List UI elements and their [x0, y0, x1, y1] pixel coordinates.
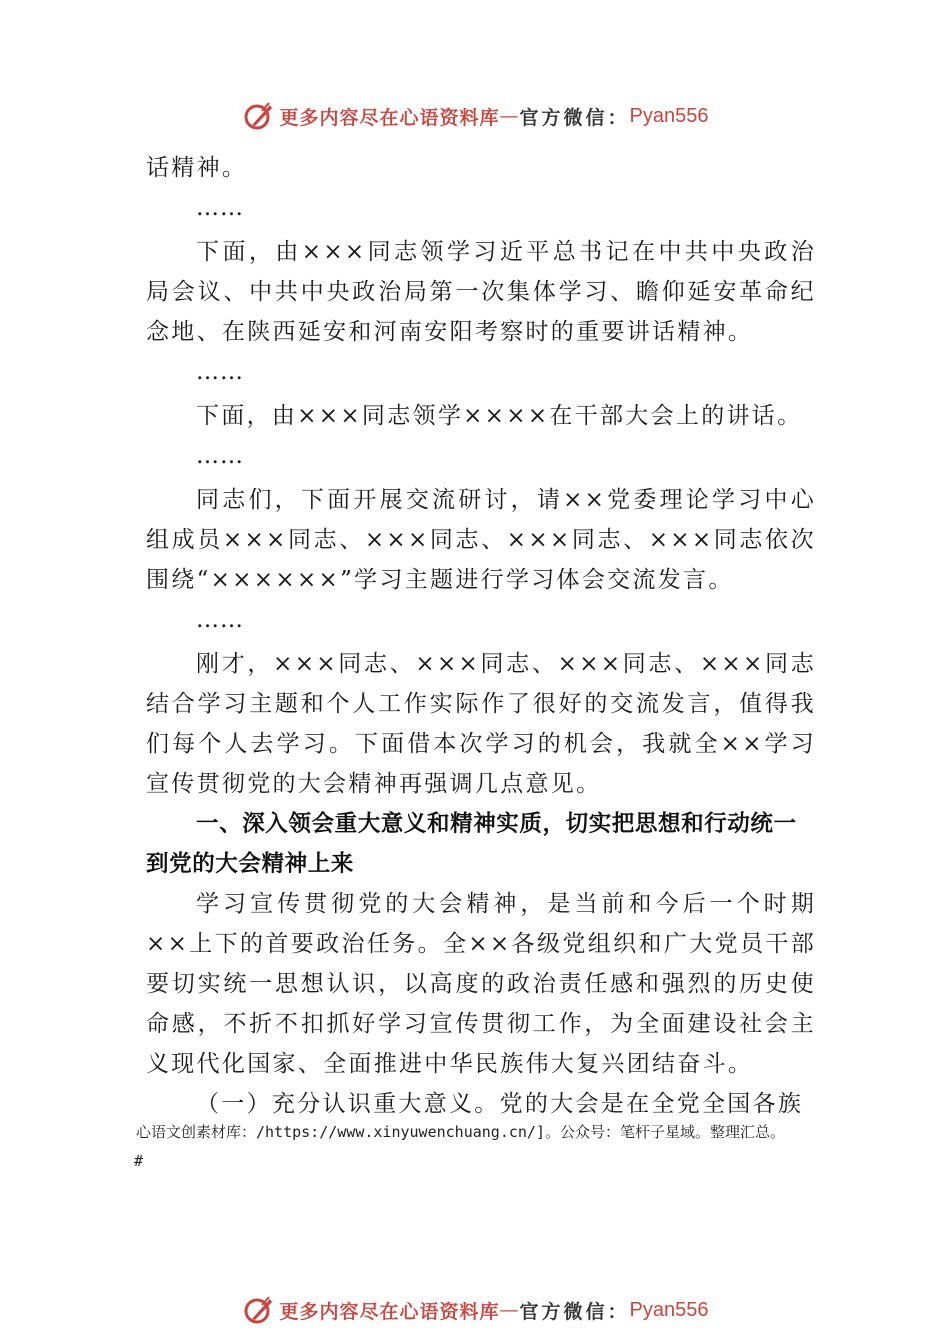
source-note: 心语文创素材库：/https://www.xinyuwenchuang.cn/]。公众号：笔杆子星域。整理汇总。: [136, 1123, 785, 1141]
banner-wechat-label: 官方微信：: [519, 106, 630, 129]
banner-main-text: 更多内容尽在心语资料库: [279, 1300, 500, 1323]
banner-dash: —: [499, 105, 520, 127]
ellipsis-1: ……: [196, 195, 244, 221]
quill-ring-logo-icon: [242, 99, 276, 133]
hash-mark: #: [134, 1152, 144, 1170]
banner-main-text: 更多内容尽在心语资料库: [279, 106, 500, 129]
quill-ring-logo-icon: [242, 1293, 276, 1327]
paragraph-1: 下面，由×××同志领学习近平总书记在中共中央政治局会议、中共中央政治局第一次集体学习、瞻仰延安革命纪念地、在陕西延安和河南安阳考察时的重要讲话精神。: [146, 239, 816, 345]
paragraph-4: 刚才，×××同志、×××同志、×××同志、×××同志结合学习主题和个人工作实际作了很好的交流发言，值得我们每个人去学习。下面借本次学习的机会，我就全××学习宣传贯彻党的大会精神再强调几点意见。: [146, 651, 816, 797]
document-body: [146, 148, 816, 1124]
footer-banner: [0, 1290, 950, 1330]
banner-dash: —: [499, 1299, 520, 1321]
paragraph-6: （一）充分认识重大意义。党的大会是在全党全国各族: [196, 1091, 804, 1117]
paragraph-2: 下面，由×××同志领学××××在干部大会上的讲话。: [196, 403, 803, 429]
banner-wechat-id: Pyan556: [629, 104, 709, 127]
banner-wechat-label: 官方微信：: [519, 1300, 630, 1323]
banner-wechat-id: Pyan556: [629, 1298, 709, 1321]
paragraph-0: 话精神。: [146, 155, 248, 181]
header-banner: [0, 96, 950, 136]
ellipsis-3: ……: [196, 443, 244, 469]
section-heading-1: 一、深入领会重大意义和精神实质，切实把思想和行动统一到党的大会精神上来: [146, 811, 797, 877]
ellipsis-4: ……: [196, 607, 244, 633]
ellipsis-2: ……: [196, 359, 244, 385]
paragraph-5: 学习宣传贯彻党的大会精神，是当前和今后一个时期××上下的首要政治任务。全××各级党组织和广大党员干部要切实统一思想认识，以高度的政治责任感和强烈的历史使命感，不折不扣抓好学习宣传贯彻工作，为全面建设社会主义现代化国家、全面推进中华民族伟大复兴团结奋斗。: [146, 891, 816, 1077]
paragraph-3: 同志们，下面开展交流研讨，请××党委理论学习中心组成员×××同志、×××同志、×××同志、×××同志依次围绕“××××××”学习主题进行学习体会交流发言。: [146, 487, 816, 593]
